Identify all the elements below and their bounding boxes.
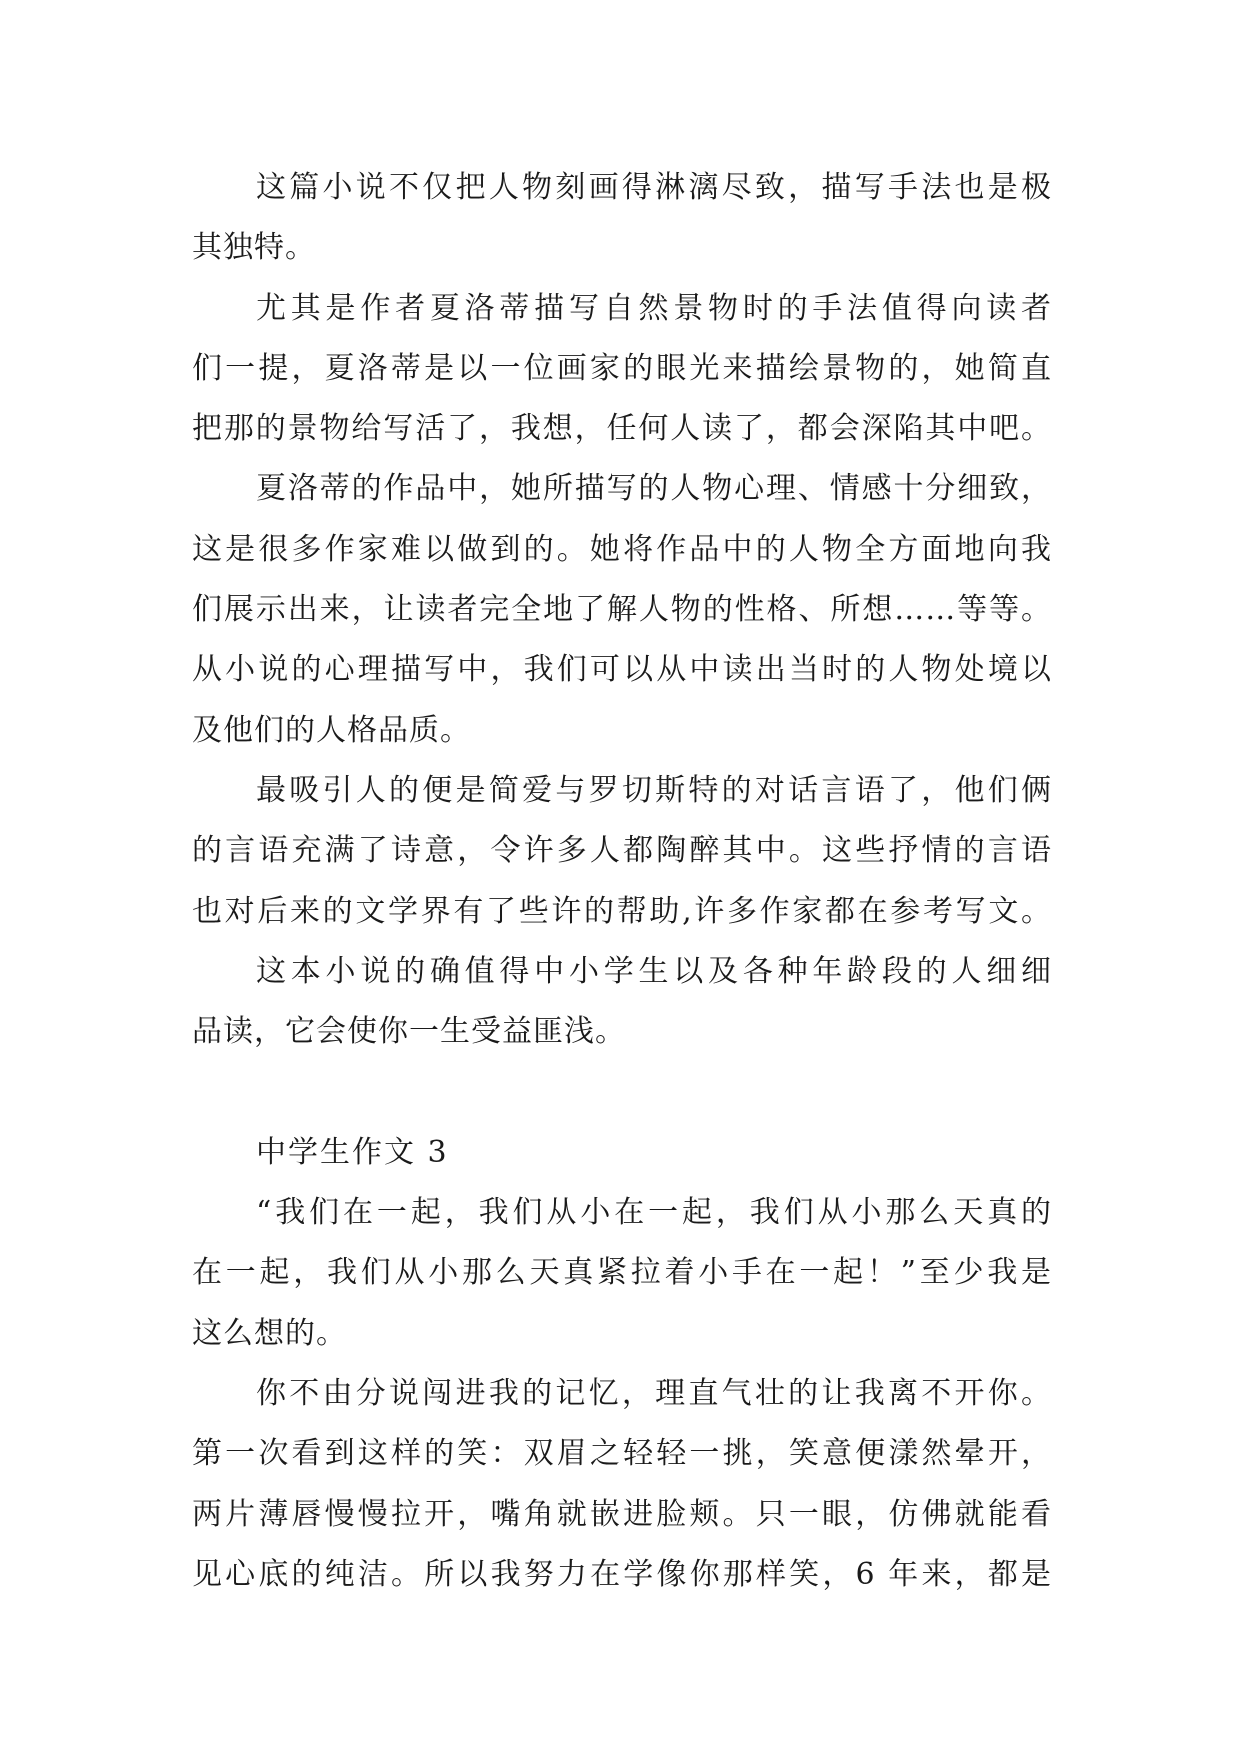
paragraph-line: 们展示出来，让读者完全地了解人物的性格、所想……等等。 <box>192 592 1052 628</box>
paragraph-line: 这篇小说不仅把人物刻画得淋漓尽致，描写手法也是极 <box>256 170 1052 205</box>
paragraph-line: “我们在一起，我们从小在一起，我们从小那么天真的 <box>256 1195 1052 1231</box>
paragraph-line: 夏洛蒂的作品中，她所描写的人物心理、情感十分细致， <box>256 471 1052 507</box>
paragraph-line: 两片薄唇慢慢拉开，嘴角就嵌进脸颊。只一眼，仿佛就能看 <box>192 1496 1052 1532</box>
paragraph-line: 品读，它会使你一生受益匪浅。 <box>192 1014 626 1050</box>
paragraph-line: 及他们的人格品质。 <box>192 712 471 748</box>
paragraph-line: 这是很多作家难以做到的。她将作品中的人物全方面地向我 <box>192 531 1052 567</box>
paragraph-line: 的言语充满了诗意，令许多人都陶醉其中。这些抒情的言语 <box>192 833 1052 869</box>
document-body <box>192 158 1052 1605</box>
paragraph-line: 把那的景物给写活了，我想，任何人读了，都会深陷其中吧。 <box>192 411 1052 447</box>
paragraph-line: 们一提，夏洛蒂是以一位画家的眼光来描绘景物的，她简直 <box>192 350 1052 386</box>
paragraph-line: 尤其是作者夏洛蒂描写自然景物时的手法值得向读者 <box>256 290 1052 326</box>
section-heading: 中学生作文 3 <box>256 1134 449 1170</box>
paragraph-line: 第一次看到这样的笑：双眉之轻轻一挑，笑意便漾然晕开， <box>192 1436 1052 1472</box>
paragraph-line: 这本小说的确值得中小学生以及各种年龄段的人细细 <box>256 953 1052 989</box>
paragraph-line: 其独特。 <box>192 230 316 266</box>
paragraph-line: 从小说的心理描写中，我们可以从中读出当时的人物处境以 <box>192 652 1052 688</box>
paragraph-line: 你不由分说闯进我的记忆，理直气壮的让我离不开你。 <box>256 1375 1052 1411</box>
paragraph-line: 也对后来的文学界有了些许的帮助,许多作家都在参考写文。 <box>192 893 1052 929</box>
paragraph-line: 见心底的纯洁。所以我努力在学像你那样笑，6 年来，都是 <box>192 1556 1052 1592</box>
paragraph-line: 在一起，我们从小那么天真紧拉着小手在一起！”至少我是 <box>192 1255 1052 1291</box>
paragraph-line: 最吸引人的便是简爱与罗切斯特的对话言语了，他们俩 <box>256 772 1052 808</box>
blank-line <box>192 1062 1052 1122</box>
paragraph-line: 这么想的。 <box>192 1315 347 1351</box>
